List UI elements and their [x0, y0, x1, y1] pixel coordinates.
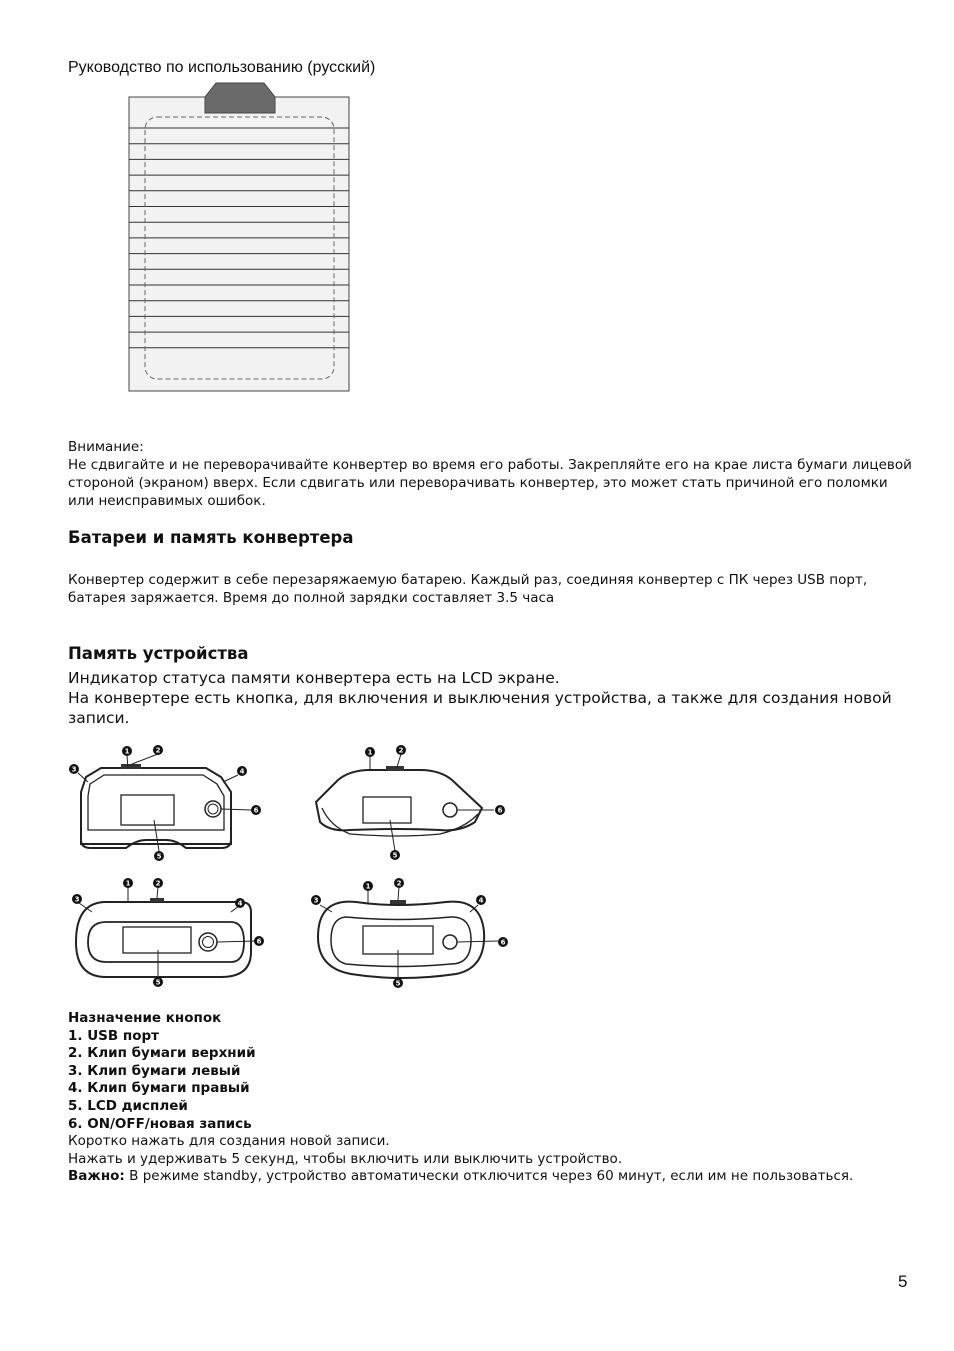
legend-item-top-clip: 2. Клип бумаги верхний	[68, 1045, 256, 1062]
svg-text:4: 4	[237, 899, 243, 908]
svg-text:2: 2	[155, 746, 161, 755]
memory-line-2: На конвертере есть кнопка, для включения и выключения устройства, а также для создания новой записи.	[68, 689, 892, 727]
legend-item-left-clip: 3. Клип бумаги левый	[68, 1062, 241, 1079]
svg-text:3: 3	[71, 765, 77, 774]
battery-section-title: Батареи и память конвертера	[68, 528, 354, 547]
svg-text:2: 2	[155, 879, 161, 888]
svg-text:1: 1	[367, 748, 373, 757]
device-diagram-1	[66, 742, 276, 866]
svg-text:6: 6	[497, 806, 503, 815]
legend-item-power-button: 6. ON/OFF/новая запись	[68, 1115, 252, 1132]
notice-label: Внимание:	[68, 439, 144, 455]
notice-text: Не сдвигайте и не переворачивайте конвертер во время его работы. Закрепляйте его на крае листа бумаги лицевой стороной (экраном) вверх. Если сдвигать или переворачивать конвертер, это может стать причиной его поломки или неисправимых ошибок.	[68, 457, 912, 509]
buttons-legend	[68, 1010, 918, 1186]
svg-text:5: 5	[392, 851, 398, 860]
svg-text:2: 2	[398, 746, 404, 755]
svg-text:1: 1	[365, 882, 371, 891]
device-diagram-3	[66, 872, 276, 996]
standby-note	[68, 1168, 918, 1186]
power-button-note-short: Коротко нажать для создания новой записи.	[68, 1133, 390, 1150]
converter-clip	[205, 83, 275, 113]
svg-text:6: 6	[500, 938, 506, 947]
svg-text:2: 2	[396, 879, 402, 888]
svg-text:1: 1	[124, 747, 130, 756]
paper-illustration	[128, 80, 352, 393]
battery-section-text: Конвертер содержит в себе перезаряжаемую батарею. Каждый раз, соединяя конвертер с ПК через USB порт, батарея заряжается. Время до полной зарядки составляет 3.5 часа	[68, 572, 868, 606]
important-label: Важно:	[68, 1168, 125, 1185]
legend-item-right-clip: 4. Клип бумаги правый	[68, 1080, 250, 1097]
svg-text:3: 3	[313, 896, 319, 905]
legend-item-lcd-display: 5. LCD дисплей	[68, 1097, 188, 1114]
svg-text:6: 6	[253, 806, 259, 815]
page-number: 5	[898, 1272, 908, 1291]
important-text: В режиме standby, устройство автоматически отключится через 60 минут, если им не пользоваться.	[124, 1168, 854, 1185]
page-header: Руководство по использованию (русский)	[68, 59, 376, 76]
svg-text:1: 1	[125, 879, 131, 888]
svg-text:5: 5	[156, 852, 162, 861]
svg-text:5: 5	[395, 979, 401, 988]
svg-text:4: 4	[478, 896, 484, 905]
legend-item-usb-port: 1. USB порт	[68, 1027, 159, 1044]
device-diagram-4	[306, 872, 516, 996]
device-diagram-2	[300, 742, 510, 866]
memory-section-text	[68, 668, 918, 728]
svg-text:6: 6	[256, 937, 262, 946]
notice-block	[68, 438, 918, 510]
memory-line-1: Индикатор статуса памяти конвертера есть на LCD экране.	[68, 669, 560, 687]
power-button-note-hold: Нажать и удерживать 5 секунд, чтобы включить или выключить устройство.	[68, 1150, 623, 1167]
svg-text:4: 4	[239, 767, 245, 776]
svg-text:5: 5	[155, 978, 161, 987]
svg-text:3: 3	[74, 895, 80, 904]
buttons-legend-title: Назначение кнопок	[68, 1010, 222, 1026]
memory-section-title: Память устройства	[68, 644, 249, 663]
